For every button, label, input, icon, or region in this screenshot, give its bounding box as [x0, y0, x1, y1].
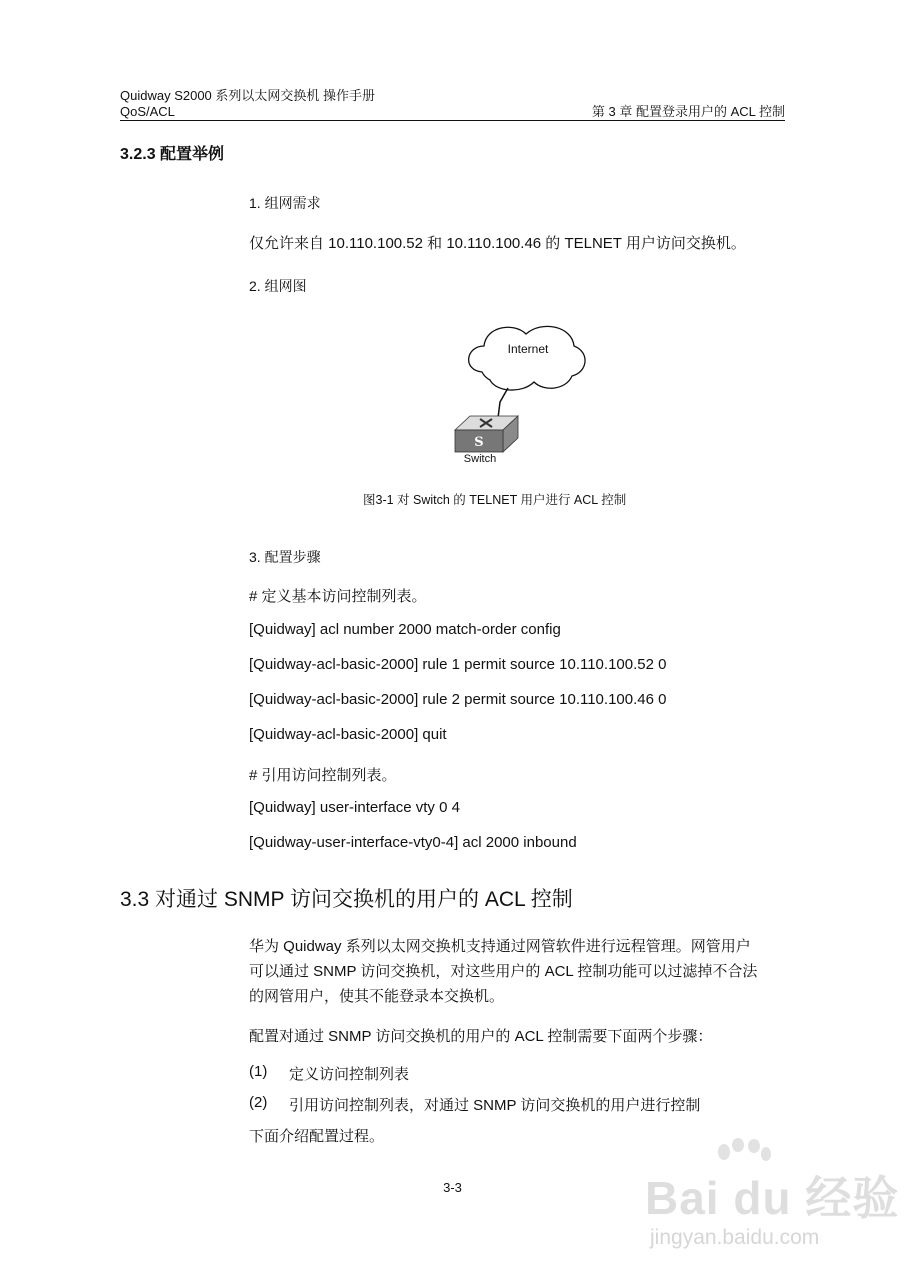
paw-icon — [712, 1138, 772, 1178]
requirement-text: 仅允许来自 10.110.100.52 和 10.110.100.46 的 TELNET 用户访问交换机。 — [249, 235, 746, 252]
watermark-url: jingyan.baidu.com — [650, 1226, 820, 1249]
config-line: [Quidway-acl-basic-2000] rule 2 permit source 10.110.100.46 0 — [249, 691, 667, 708]
network-diagram — [440, 308, 600, 468]
internet-cloud-icon — [469, 326, 585, 390]
section-33-title: 3.3 对通过 SNMP 访问交换机的用户的 ACL 控制 — [120, 888, 573, 911]
diagram-heading: 2. 组网图 — [249, 278, 307, 294]
closing-text: 下面介绍配置过程。 — [249, 1128, 385, 1145]
config-line: [Quidway] acl number 2000 match-order config — [249, 621, 561, 638]
section-323-title: 3.2.3 配置举例 — [120, 146, 225, 163]
step-number: (2) — [249, 1094, 268, 1111]
manual-title: Quidway S2000 系列以太网交换机 操作手册 — [120, 88, 376, 103]
steps-heading: 3. 配置步骤 — [249, 549, 321, 565]
section-name: QoS/ACL — [120, 104, 175, 119]
step-text: 引用访问控制列表，对通过 SNMP 访问交换机的用户进行控制 — [289, 1097, 701, 1114]
switch-icon — [455, 416, 518, 452]
switch-letter: S — [474, 435, 484, 450]
chapter-title: 第 3 章 配置登录用户的 ACL 控制 — [591, 104, 785, 119]
requirement-heading: 1. 组网需求 — [249, 195, 321, 211]
watermark-logo: Bai du 经验 — [645, 1172, 900, 1224]
config-line: [Quidway-user-interface-vty0-4] acl 2000 inbound — [249, 834, 577, 851]
config-line: [Quidway] user-interface vty 0 4 — [249, 799, 460, 816]
header-rule — [120, 120, 785, 121]
step-number: (1) — [249, 1063, 268, 1080]
switch-label: Switch — [463, 453, 497, 465]
config-line: # 定义基本访问控制列表。 — [249, 588, 427, 605]
internet-label: Internet — [507, 342, 549, 356]
steps-intro: 配置对通过 SNMP 访问交换机的用户的 ACL 控制需要下面两个步骤： — [249, 1028, 713, 1045]
config-line: # 引用访问控制列表。 — [249, 767, 397, 784]
figure-caption: 图3-1 对 Switch 的 TELNET 用户进行 ACL 控制 — [363, 493, 627, 507]
step-text: 定义访问控制列表 — [289, 1066, 410, 1083]
page-number: 3-3 — [443, 1180, 462, 1195]
network-link — [498, 388, 508, 418]
intro-paragraph: 华为 Quidway 系列以太网交换机支持通过网管软件进行远程管理。网管用户 可以通过 SNMP 访问交换机，对这些用户的 ACL 控制功能可以过滤掉不合法 的网管用户，使其不能登录本交换机。 — [249, 938, 758, 1005]
config-line: [Quidway-acl-basic-2000] rule 1 permit source 10.110.100.52 0 — [249, 656, 667, 673]
config-line: [Quidway-acl-basic-2000] quit — [249, 726, 447, 743]
